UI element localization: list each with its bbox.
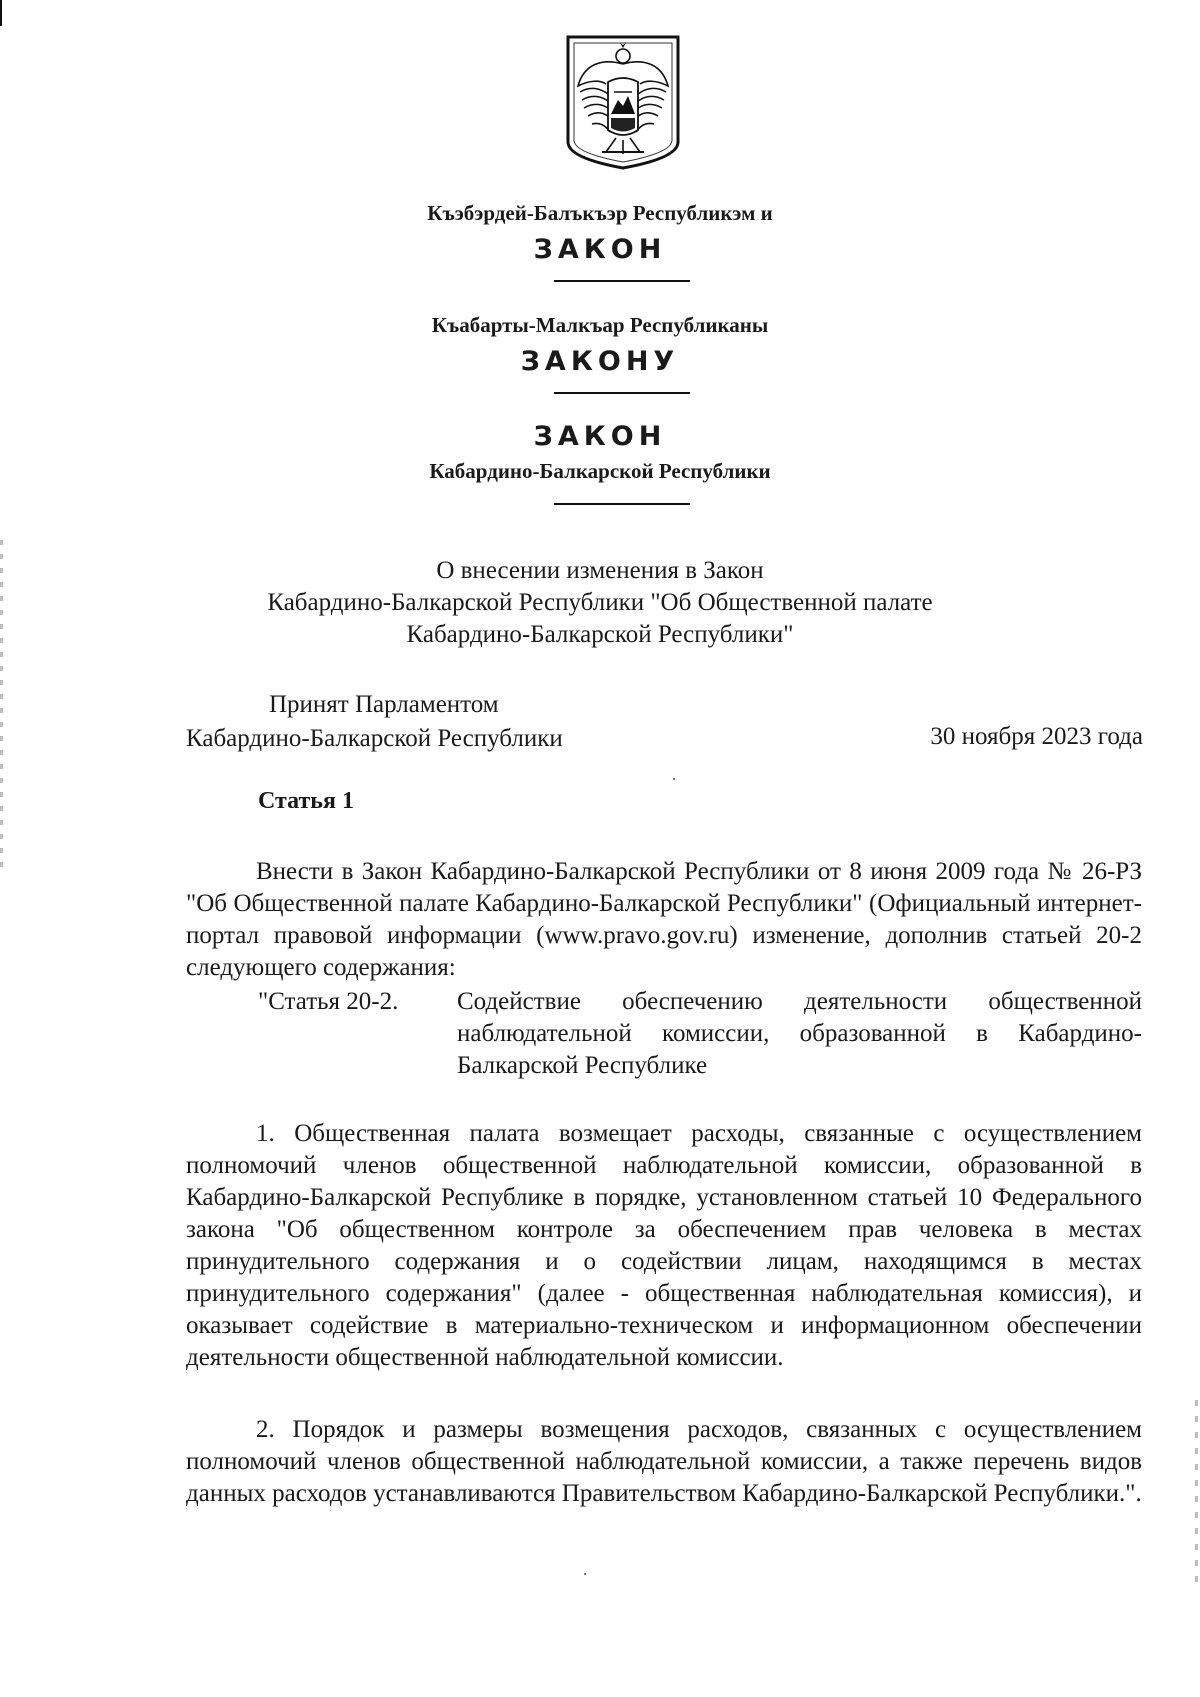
- article-point-2: 2. Порядок и размеры возмещения расходов, связанных с осуществлением полномочий членов общественной наблюдательной комиссии, а также перечень видов данных расходов устанавливаются Правительством Кабардино-Балкарской Республики.".: [186, 1416, 1142, 1507]
- coat-of-arms-emblem: [564, 34, 682, 170]
- scan-edge-right: [1195, 1400, 1198, 1590]
- scan-speck: [673, 778, 675, 780]
- new-article-title: Содействие обеспечению деятельности общественной наблюдательной комиссии, образованной в Кабардино-Балкарской Республике: [457, 988, 1142, 1079]
- header-divider: [554, 503, 690, 505]
- scan-speck: [584, 1573, 586, 1575]
- balkar-republic-heading: Къабарты-Малкъар Республиканы: [431, 313, 769, 337]
- article-heading: Статья 1: [258, 788, 354, 814]
- law-title-line: О внесении изменения в Закон: [436, 557, 764, 584]
- law-title-line: Кабардино-Балкарской Республики": [406, 621, 794, 648]
- law-title-line: Кабардино-Балкарской Республики "Об Общественной палате: [267, 589, 933, 616]
- article-point-1: 1. Общественная палата возмещает расходы, связанные с осуществлением полномочий членов общественной наблюдательной комиссии, образованной в Кабардино-Балкарской Республике в порядке, установленном статьей 10 Федерального закона "Об общественном контроле за обеспечением прав человека в местах принудительного содержания и о содействии лицам, находящимся в местах принудительного содержания" (далее - общественная наблюдательная комиссия), и оказывает содействие в материально-техническом и информационном обеспечении деятельности общественной наблюдательной комиссии.: [186, 1120, 1142, 1371]
- scan-edge-mark: [0, 0, 2, 26]
- new-article-label: "Статья 20-2.: [258, 988, 399, 1015]
- adoption-date: 30 ноября 2023 года: [930, 723, 1143, 750]
- adoption-line: Принят Парламентом: [269, 691, 499, 718]
- balkar-law-heading: ЗАКОНУ: [520, 346, 680, 377]
- article-intro: Внести в Закон Кабардино-Балкарской Республики от 8 июня 2009 года № 26-РЗ "Об Общественной палате Кабардино-Балкарской Республики" (Официальный интернет-портал правовой информации (www.pravo.gov.ru) изменение, дополнив статьей 20-2 следующего содержания:: [186, 858, 1142, 981]
- law-title: [0, 555, 1200, 651]
- adoption-line: Кабардино-Балкарской Республики: [186, 725, 563, 752]
- kabardian-law-heading: ЗАКОН: [533, 234, 667, 265]
- header-divider: [554, 280, 690, 282]
- russian-law-heading: ЗАКОН: [533, 421, 667, 452]
- header-divider: [554, 392, 690, 394]
- russian-republic-heading: Кабардино-Балкарской Республики: [429, 459, 771, 483]
- adoption-info: [186, 688, 563, 756]
- kabardian-republic-heading: Къэбэрдей-Балъкъэр Республикэм и: [427, 201, 773, 225]
